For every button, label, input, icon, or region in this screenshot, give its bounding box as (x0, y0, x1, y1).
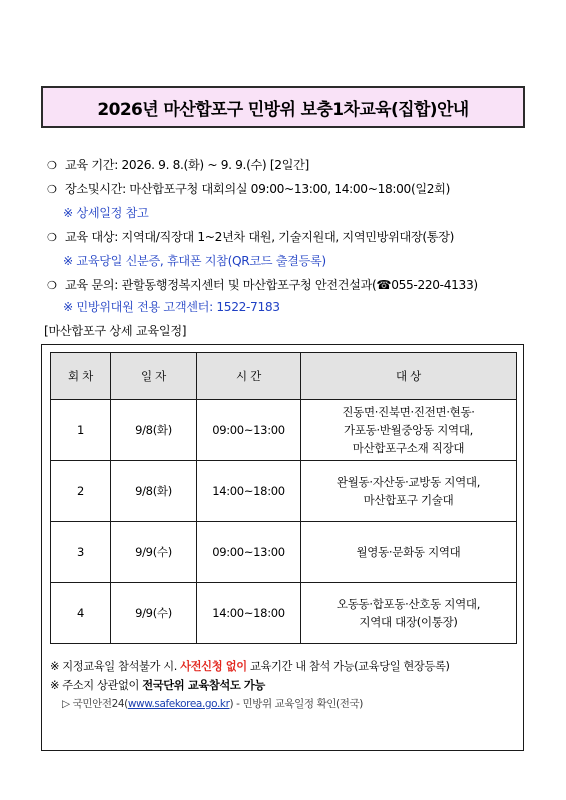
header-time: 시 간 (197, 353, 301, 400)
note-text: ※ 지정교육일 참석불가 시. (50, 660, 181, 673)
reference-mark-icon: ※ (63, 300, 73, 314)
cell-date: 9/8(화) (111, 461, 197, 522)
table-header-row (51, 353, 517, 400)
info-period (47, 156, 309, 173)
table-row (51, 583, 517, 644)
schedule-note-text: 상세일정 참고 (76, 206, 149, 220)
table-row (51, 522, 517, 583)
table-row (51, 461, 517, 522)
target-line: 마산합포구 기술대 (363, 493, 454, 507)
page-title: 2026년 마산합포구 민방위 보충1차교육(집합)안내 (97, 99, 469, 120)
notes-block (50, 657, 516, 714)
cell-round: 1 (51, 400, 111, 461)
target-line: 가포동·반월중앙동 지역대, (344, 423, 473, 437)
target-line: 오동동·합포동·산호동 지역대, (336, 597, 481, 611)
cell-round: 3 (51, 522, 111, 583)
bring-note (63, 252, 326, 269)
target-line: 완월동·자산동·교방동 지역대, (336, 475, 481, 489)
callcenter-note (63, 298, 280, 315)
cell-date: 9/9(수) (111, 522, 197, 583)
cell-target (301, 400, 517, 461)
circle-bullet-icon: ❍ (47, 159, 57, 172)
title-banner (41, 86, 525, 128)
circle-bullet-icon: ❍ (47, 279, 57, 292)
cell-round: 4 (51, 583, 111, 644)
bring-note-text: 교육당일 신분증, 휴대폰 지참(QR코드 출결등록) (76, 254, 326, 268)
cell-time: 09:00~13:00 (197, 522, 301, 583)
info-contact (47, 276, 478, 293)
target-line: 지역대 대장(이통장) (359, 615, 458, 629)
reference-mark-icon: ※ (63, 254, 73, 268)
contact-label: 교육 문의: (65, 278, 118, 292)
target-label: 교육 대상: (65, 230, 118, 244)
cell-target (301, 522, 517, 583)
circle-bullet-icon: ❍ (47, 183, 57, 196)
target-value: 지역대/직장대 1~2년차 대원, 기술지원대, 지역민방위대장(통장) (121, 230, 455, 244)
callcenter-note-text: 민방위대원 전용 고객센터: 1522-7183 (76, 300, 280, 314)
cell-time: 09:00~13:00 (197, 400, 301, 461)
note-bold: 전국단위 교육참석도 가능 (142, 679, 265, 692)
cell-time: 14:00~18:00 (197, 583, 301, 644)
header-round: 회 차 (51, 353, 111, 400)
cell-date: 9/9(수) (111, 583, 197, 644)
period-label: 교육 기간: (65, 158, 118, 172)
place-label: 장소및시간: (65, 182, 126, 196)
target-line: 마산합포구소재 직장대 (352, 441, 465, 455)
target-line: 진동면·진북면·진전면·현동· (342, 405, 475, 419)
note-no-preregistration (50, 657, 516, 676)
contact-value: 관할동행정복지센터 및 마산합포구청 안전건설과(☎055-220-4133) (121, 278, 478, 292)
note-text: ▷ 국민안전24( (62, 698, 128, 710)
note-nationwide (50, 676, 516, 695)
cell-target (301, 583, 517, 644)
table-row (51, 400, 517, 461)
header-target: 대 상 (301, 353, 517, 400)
section-title: [마산합포구 상세 교육일정] (44, 324, 187, 338)
cell-round: 2 (51, 461, 111, 522)
period-value: 2026. 9. 8.(화) ~ 9. 9.(수) [2일간] (121, 158, 309, 172)
circle-bullet-icon: ❍ (47, 231, 57, 244)
reference-mark-icon: ※ (63, 206, 73, 220)
header-date: 일 자 (111, 353, 197, 400)
note-safekorea (50, 695, 516, 714)
schedule-table (50, 352, 517, 644)
place-value: 마산합포구청 대회의실 09:00~13:00, 14:00~18:00(일2회) (129, 182, 451, 196)
note-highlight: 사전신청 없이 (180, 660, 247, 673)
note-text: 교육기간 내 참석 가능(교육당일 현장등록) (246, 660, 450, 673)
cell-time: 14:00~18:00 (197, 461, 301, 522)
note-text: ) - 민방위 교육일정 확인(전국) (229, 698, 363, 710)
safekorea-link[interactable]: www.safekorea.go.kr (127, 698, 230, 710)
schedule-note (63, 204, 148, 221)
cell-target (301, 461, 517, 522)
info-place (47, 180, 450, 197)
note-text: ※ 주소지 상관없이 (50, 679, 143, 692)
target-line: 월영동·문화동 지역대 (356, 545, 461, 559)
info-target (47, 228, 454, 245)
cell-date: 9/8(화) (111, 400, 197, 461)
